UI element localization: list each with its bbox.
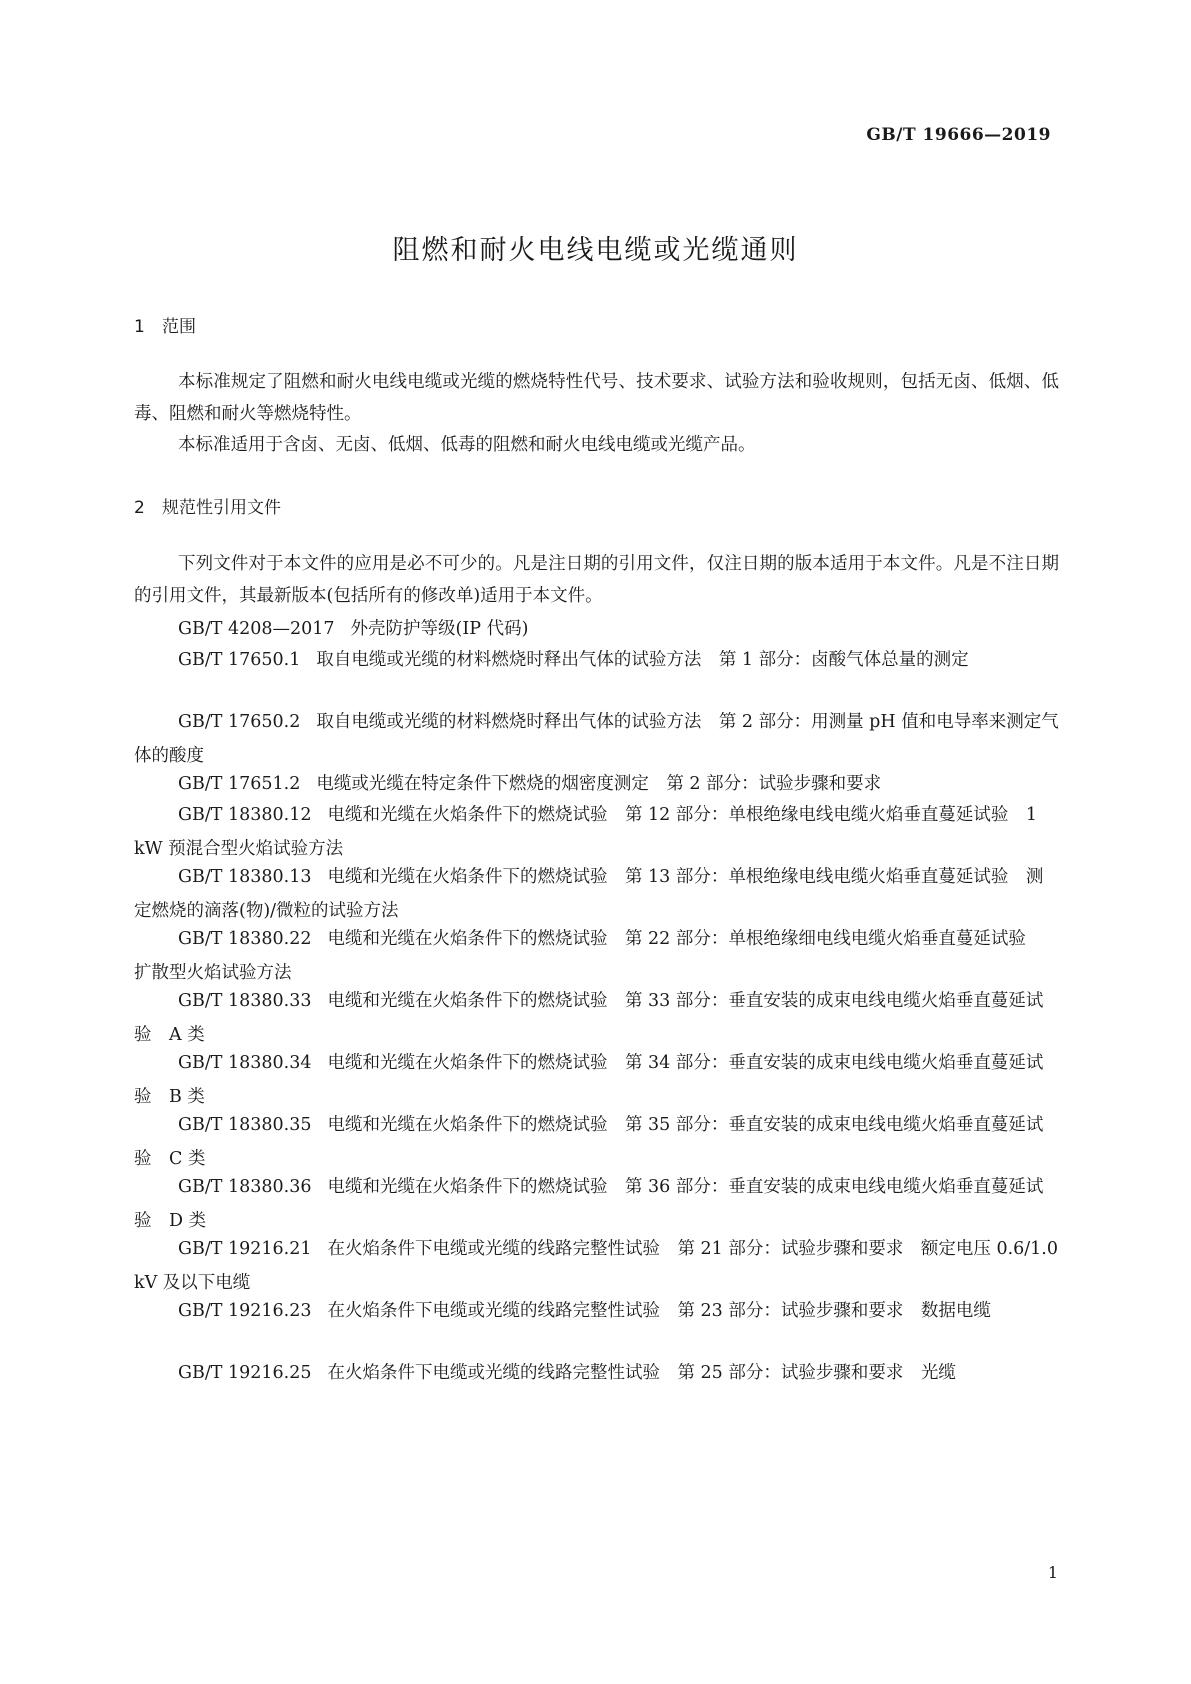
references-intro: 下列文件对于本文件的应用是必不可少的。凡是注日期的引用文件，仅注日期的版本适用于本文件。凡是不注日期的引用文件，其最新版本(包括所有的修改单)适用于本文件。 <box>134 554 1059 606</box>
document-title: 阻燃和耐火电线电缆或光缆通则 <box>392 235 799 266</box>
reference-item <box>134 643 1059 677</box>
reference-code: GB/T 18380.33 <box>178 991 312 1011</box>
reference-item <box>134 1108 1059 1176</box>
reference-title: 电缆和光缆在火焰条件下的燃烧试验 第 34 部分：垂直安装的成束电线电缆火焰垂直蔓延试验 B 类 <box>134 1053 1044 1107</box>
reference-code: GB/T 19216.25 <box>178 1363 312 1383</box>
reference-item <box>134 612 1059 646</box>
section-title: 范围 <box>162 317 196 337</box>
section-title: 规范性引用文件 <box>162 498 281 518</box>
reference-item <box>134 860 1059 928</box>
reference-code: GB/T 18380.36 <box>178 1177 312 1197</box>
reference-item <box>134 1170 1059 1238</box>
reference-item <box>134 1356 1059 1390</box>
reference-item <box>134 1046 1059 1114</box>
scope-paragraph: 本标准规定了阻燃和耐火电线电缆或光缆的燃烧特性代号、技术要求、试验方法和验收规则，包括无卤、低烟、低毒、阻燃和耐火等燃烧特性。 <box>134 372 1059 424</box>
reference-title: 取自电缆或光缆的材料燃烧时释出气体的试验方法 第 2 部分：用测量 pH 值和电导率来测定气体的酸度 <box>134 712 1059 766</box>
reference-title: 电缆和光缆在火焰条件下的燃烧试验 第 33 部分：垂直安装的成束电线电缆火焰垂直蔓延试验 A 类 <box>134 991 1044 1045</box>
section-1-heading <box>134 312 196 337</box>
reference-title: 外壳防护等级(IP 代码) <box>350 619 529 639</box>
reference-item <box>134 1294 1059 1328</box>
section-2-heading <box>134 493 281 518</box>
section-number: 2 <box>134 498 145 518</box>
reference-item <box>134 767 1059 801</box>
reference-title: 电缆和光缆在火焰条件下的燃烧试验 第 36 部分：垂直安装的成束电线电缆火焰垂直蔓延试验 D 类 <box>134 1177 1044 1231</box>
reference-title: 电缆或光缆在特定条件下燃烧的烟密度测定 第 2 部分：试验步骤和要求 <box>316 774 882 794</box>
reference-item <box>134 1232 1059 1300</box>
reference-item <box>134 798 1059 866</box>
reference-title: 电缆和光缆在火焰条件下的燃烧试验 第 22 部分：单根绝缘细电线电缆火焰垂直蔓延试验 扩散型火焰试验方法 <box>134 929 1044 983</box>
reference-item <box>134 705 1059 773</box>
reference-item <box>134 922 1059 990</box>
reference-code: GB/T 17650.2 <box>178 712 301 732</box>
reference-item <box>134 984 1059 1052</box>
reference-title: 电缆和光缆在火焰条件下的燃烧试验 第 12 部分：单根绝缘电线电缆火焰垂直蔓延试验 1 kW 预混合型火焰试验方法 <box>134 805 1038 859</box>
reference-title: 在火焰条件下电缆或光缆的线路完整性试验 第 23 部分：试验步骤和要求 数据电缆 <box>327 1301 991 1321</box>
standard-code: GB/T 19666—2019 <box>866 125 1051 145</box>
scope-paragraph: 本标准适用于含卤、无卤、低烟、低毒的阻燃和耐火电线电缆或光缆产品。 <box>178 435 756 455</box>
reference-title: 电缆和光缆在火焰条件下的燃烧试验 第 13 部分：单根绝缘电线电缆火焰垂直蔓延试验 测定燃烧的滴落(物)/微粒的试验方法 <box>134 867 1044 921</box>
reference-code: GB/T 17650.1 <box>178 650 301 670</box>
reference-code: GB/T 17651.2 <box>178 774 301 794</box>
section-number: 1 <box>134 317 145 337</box>
reference-title: 取自电缆或光缆的材料燃烧时释出气体的试验方法 第 1 部分：卤酸气体总量的测定 <box>316 650 969 670</box>
reference-code: GB/T 18380.13 <box>178 867 312 887</box>
reference-code: GB/T 18380.12 <box>178 805 312 825</box>
reference-title: 在火焰条件下电缆或光缆的线路完整性试验 第 21 部分：试验步骤和要求 额定电压 0.6/1.0 kV 及以下电缆 <box>134 1239 1058 1293</box>
reference-code: GB/T 18380.22 <box>178 929 312 949</box>
reference-code: GB/T 18380.35 <box>178 1115 312 1135</box>
reference-code: GB/T 18380.34 <box>178 1053 312 1073</box>
reference-code: GB/T 4208—2017 <box>178 619 335 639</box>
reference-code: GB/T 19216.23 <box>178 1301 312 1321</box>
page-number: 1 <box>1047 1563 1058 1582</box>
reference-title: 在火焰条件下电缆或光缆的线路完整性试验 第 25 部分：试验步骤和要求 光缆 <box>327 1363 956 1383</box>
reference-code: GB/T 19216.21 <box>178 1239 312 1259</box>
reference-title: 电缆和光缆在火焰条件下的燃烧试验 第 35 部分：垂直安装的成束电线电缆火焰垂直蔓延试验 C 类 <box>134 1115 1044 1169</box>
